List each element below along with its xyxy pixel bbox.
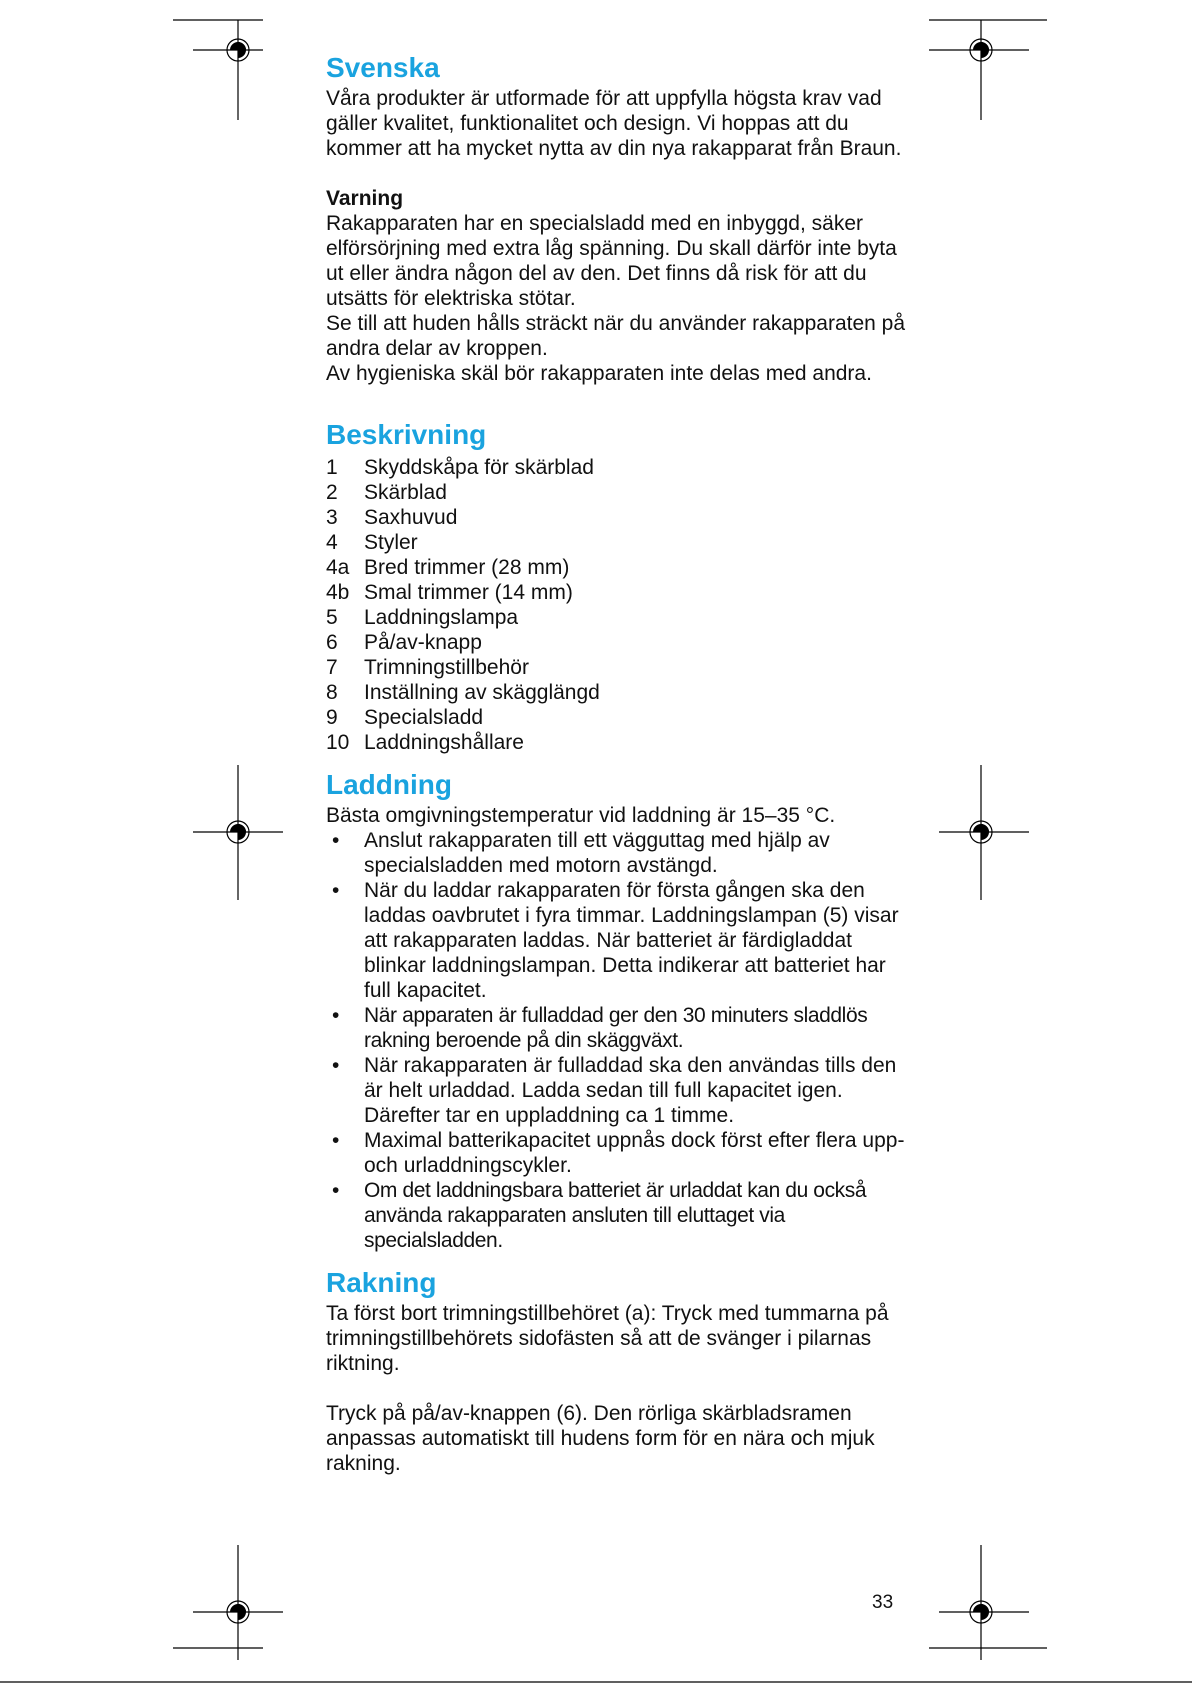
- charging-intro: Bästa omgivningstemperatur vid laddning är 15–35 °C.: [326, 804, 836, 827]
- bullet-icon: •: [332, 1004, 340, 1027]
- description-heading: Beskrivning: [326, 419, 487, 450]
- list-item: [326, 480, 906, 505]
- item-label: Inställning av skägglängd: [364, 681, 600, 704]
- item-number: 10: [326, 731, 350, 754]
- item-label: Smal trimmer (14 mm): [364, 581, 573, 604]
- item-number: 2: [326, 481, 338, 504]
- list-item: [326, 605, 906, 630]
- shaving-paragraph: Ta först bort trimningstillbehöret (a): Tryck med tummarna på trimningstillbehörets sidofästen så att de svänger i pilarnas riktning.: [326, 1302, 889, 1375]
- bullet-text: Maximal batterikapacitet uppnås dock först efter flera upp- och urladdningscykler.: [364, 1129, 905, 1177]
- item-label: På/av-knapp: [364, 631, 482, 654]
- item-label: Skärblad: [364, 481, 447, 504]
- list-item: [326, 828, 906, 878]
- list-item: [326, 705, 906, 730]
- list-item: [326, 580, 906, 605]
- list-item: [326, 1128, 906, 1178]
- list-item: [326, 655, 906, 680]
- bullet-text: Anslut rakapparaten till ett vägguttag med hjälp av specialsladden med motorn avstängd.: [364, 829, 830, 877]
- bullet-text: När rakapparaten är fulladdad ska den användas tills den är helt urladdad. Ladda sedan till full kapacitet igen. Därefter tar en uppladdning ca 1 timme.: [364, 1054, 897, 1127]
- charging-heading: Laddning: [326, 769, 452, 800]
- bullet-icon: •: [332, 829, 340, 852]
- shaving-heading: Rakning: [326, 1267, 437, 1298]
- warning-paragraph: Av hygieniska skäl bör rakapparaten inte delas med andra.: [326, 362, 872, 385]
- shaving-paragraph: Tryck på på/av-knappen (6). Den rörliga skärbladsramen anpassas automatiskt till hudens form för en nära och mjuk rakning.: [326, 1402, 875, 1475]
- intro-text: Våra produkter är utformade för att uppfylla högsta krav vad gäller kvalitet, funktionalitet och design. Vi hoppas att du kommer att ha mycket nytta av din nya rakapparat från Braun.: [326, 87, 902, 160]
- list-item: [326, 455, 906, 480]
- list-item: [326, 730, 906, 755]
- manual-page: [326, 50, 906, 1476]
- item-label: Skyddskåpa för skärblad: [364, 456, 594, 479]
- list-item: [326, 505, 906, 530]
- charging-section: [326, 767, 906, 1253]
- list-item: [326, 1003, 906, 1053]
- description-section: [326, 417, 906, 755]
- page-number: 33: [872, 1592, 894, 1613]
- item-number: 3: [326, 506, 338, 529]
- item-number: 4b: [326, 581, 350, 604]
- item-label: Styler: [364, 531, 418, 554]
- warning-section: [326, 186, 906, 386]
- item-number: 7: [326, 656, 338, 679]
- list-item: [326, 555, 906, 580]
- warning-title: Varning: [326, 187, 404, 210]
- bullet-text: När apparaten är fulladdad ger den 30 minuters sladdlös rakning beroende på din skäggväxt.: [364, 1004, 868, 1052]
- item-number: 5: [326, 606, 338, 629]
- item-label: Laddningshållare: [364, 731, 524, 754]
- charging-list: [326, 828, 906, 1253]
- list-item: [326, 1053, 906, 1128]
- intro-section: [326, 50, 906, 161]
- item-number: 4a: [326, 556, 350, 579]
- bullet-text: Om det laddningsbara batteriet är urladdat kan du också använda rakapparaten ansluten till eluttaget via specialsladden.: [364, 1179, 867, 1252]
- list-item: [326, 680, 906, 705]
- item-number: 9: [326, 706, 338, 729]
- list-item: [326, 1178, 906, 1253]
- warning-paragraph: Se till att huden hålls sträckt när du använder rakapparaten på andra delar av kroppen.: [326, 312, 906, 360]
- parts-list: [326, 455, 906, 755]
- bullet-text: När du laddar rakapparaten för första gången ska den laddas oavbrutet i fyra timmar. Laddningslampan (5) visar att rakapparaten laddas. När batteriet är färdigladdat blinkar laddningslampan. Detta indikerar att batteriet har full kapacitet.: [364, 879, 899, 1002]
- item-label: Saxhuvud: [364, 506, 458, 529]
- warning-paragraph: Rakapparaten har en specialsladd med en inbyggd, säker elförsörjning med extra låg spänning. Du skall därför inte byta ut eller ändra någon del av den. Det finns då risk för att du utsätts för elektriska stötar.: [326, 212, 897, 310]
- item-label: Laddningslampa: [364, 606, 519, 629]
- bullet-icon: •: [332, 1129, 340, 1152]
- list-item: [326, 630, 906, 655]
- item-label: Specialsladd: [364, 706, 484, 729]
- bullet-icon: •: [332, 1179, 340, 1202]
- item-number: 4: [326, 531, 338, 554]
- item-number: 1: [326, 456, 338, 479]
- list-item: [326, 530, 906, 555]
- shaving-section: [326, 1265, 906, 1476]
- item-number: 6: [326, 631, 338, 654]
- intro-heading: Svenska: [326, 52, 440, 83]
- list-item: [326, 878, 906, 1003]
- bullet-icon: •: [332, 1054, 340, 1077]
- item-number: 8: [326, 681, 338, 704]
- bullet-icon: •: [332, 879, 340, 902]
- item-label: Trimningstillbehör: [364, 656, 529, 679]
- item-label: Bred trimmer (28 mm): [364, 556, 570, 579]
